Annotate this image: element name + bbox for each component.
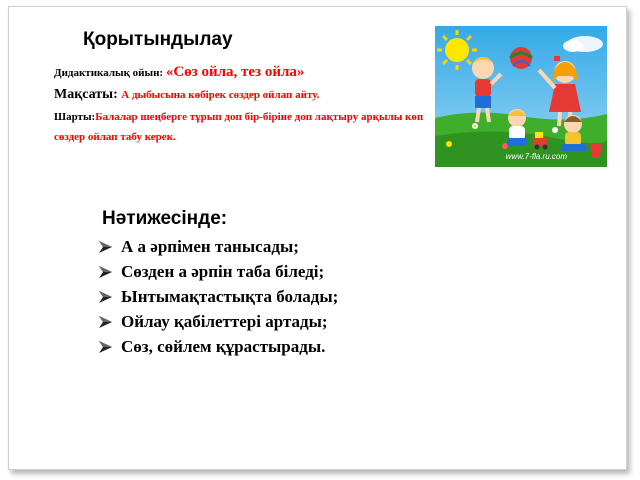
list-item bbox=[99, 284, 338, 309]
list-item bbox=[99, 259, 338, 284]
didactic-label: Дидактикалық ойын: bbox=[54, 67, 164, 79]
didactic-value: «Сөз ойла, тез ойла» bbox=[165, 64, 305, 80]
list-item bbox=[99, 234, 338, 259]
slide bbox=[8, 6, 627, 470]
slide-title: Қорытындылау bbox=[83, 29, 233, 50]
arrow-bullet-icon bbox=[99, 241, 112, 253]
rules-label: Шарты: bbox=[54, 111, 96, 123]
arrow-bullet-icon bbox=[99, 291, 112, 303]
ball-icon bbox=[510, 47, 532, 69]
result-text: Ынтымақтастықта болады; bbox=[121, 287, 339, 306]
arrow-bullet-icon bbox=[99, 341, 112, 353]
child-figure bbox=[507, 109, 527, 146]
result-text: А а әрпімен танысады; bbox=[121, 237, 299, 256]
arrow-bullet-icon bbox=[99, 266, 112, 278]
didactic-game-line bbox=[54, 64, 434, 81]
results-list bbox=[99, 234, 338, 359]
goal-line bbox=[54, 87, 434, 103]
children-playing-illustration bbox=[435, 26, 607, 167]
arrow-bullet-icon bbox=[99, 316, 112, 328]
result-text: Сөз, сөйлем құрастырады. bbox=[121, 337, 326, 356]
result-text: Ойлау қабілеттері артады; bbox=[121, 312, 328, 331]
rules-value: Балалар шеңберге тұрып доп бір-біріне доп лақтыру арқылы көп сөздер ойлап табу керек. bbox=[54, 111, 424, 143]
picture-watermark: www.7-fla.ru.com bbox=[505, 152, 567, 161]
list-item bbox=[99, 309, 338, 334]
results-heading: Нәтижесінде: bbox=[102, 208, 228, 229]
goal-label: Мақсаты: bbox=[54, 87, 118, 102]
list-item bbox=[99, 334, 338, 359]
result-text: Сөзден а әрпін таба біледі; bbox=[121, 262, 325, 281]
goal-value: А дыбысына көбірек сөздер ойлап айту. bbox=[121, 89, 320, 101]
rules-line bbox=[54, 107, 454, 147]
